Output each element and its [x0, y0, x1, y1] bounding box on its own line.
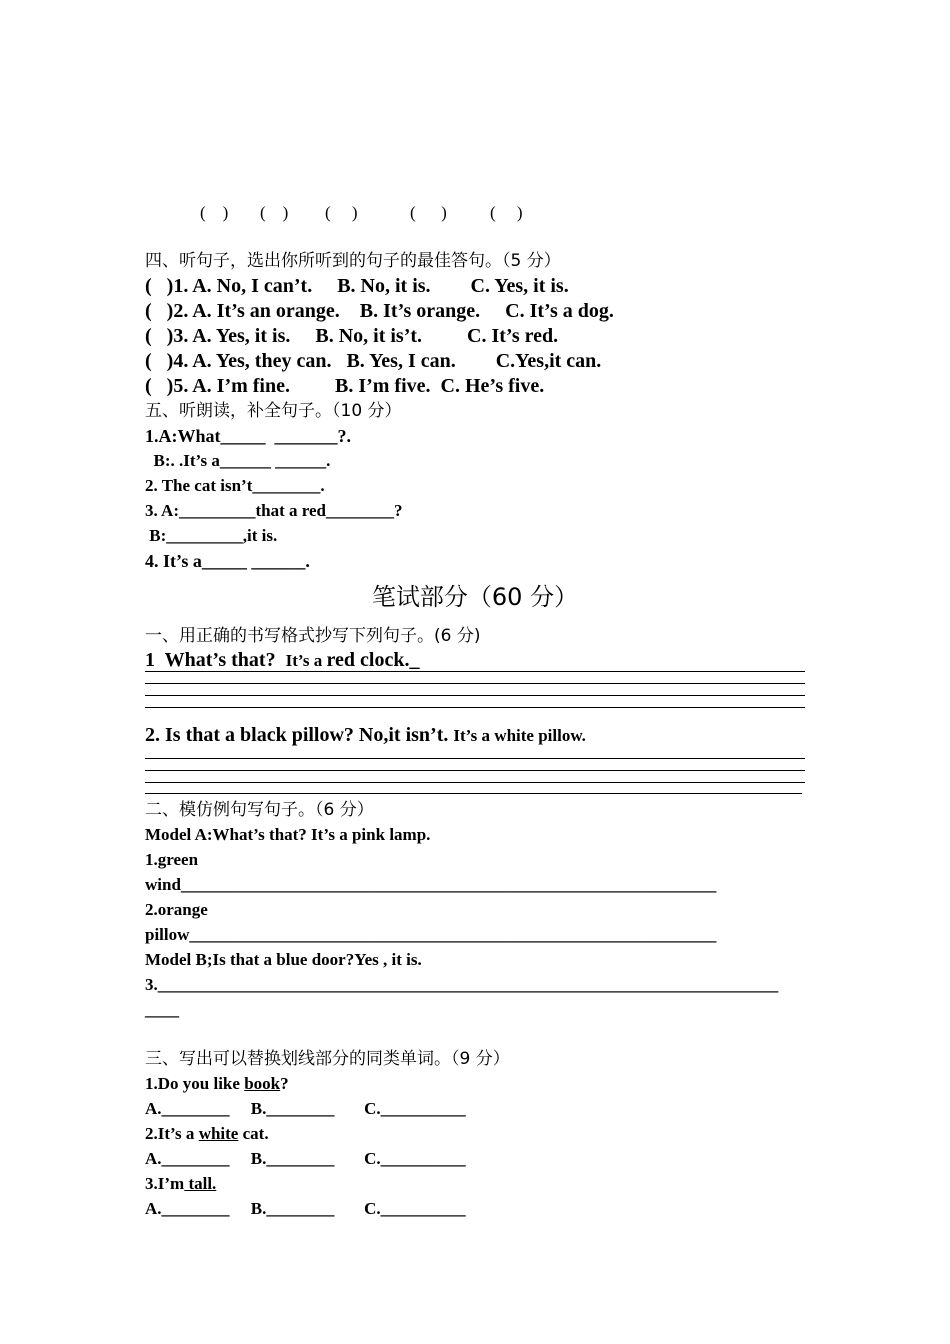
w2-item-1-answer[interactable]: wind_______________________________________________________________ [145, 875, 717, 894]
writing-line[interactable] [145, 793, 802, 794]
w2-model-b: Model B;Is that a blue door?Yes , it is. [145, 950, 422, 969]
answer-bracket: ( ) [490, 203, 523, 222]
w2-item-2: 2.orange [145, 900, 208, 919]
s4-item-5: ( )5. A. I’m fine. B. I’m five. C. He’s five. [145, 375, 545, 397]
w3-q1-answers[interactable]: A.________ B.________ C.__________ [145, 1099, 466, 1118]
s4-item-3: ( )3. A. Yes, it is. B. No, it is’t. C. It’s red. [145, 325, 559, 347]
w3-q3-underlined: tall. [184, 1174, 217, 1193]
w3-question-1 [145, 1073, 289, 1095]
s4-item-1: ( )1. A. No, I can’t. B. No, it is. C. Yes, it is. [145, 275, 569, 297]
writing-line[interactable] [145, 707, 805, 708]
w1-sentence-2 [145, 724, 586, 747]
answer-bracket: ( ) [410, 203, 447, 222]
w3-q2-text: 2.It’s a [145, 1124, 199, 1143]
s5-item-1b: B:. .It’s a______ ______. [145, 451, 331, 470]
w1-sentence-1-small: It’s a [285, 651, 327, 670]
written-1-title: 一、用正确的书写格式抄写下列句子。(6 分) [145, 626, 481, 646]
w3-q1-underlined: book [244, 1074, 281, 1093]
w2-item-3-answer-cont[interactable]: ____ [145, 1000, 179, 1019]
w3-q3-answers[interactable]: A.________ B.________ C.__________ [145, 1199, 466, 1218]
s4-item-2: ( )2. A. It’s an orange. B. It’s orange. C. It’s a dog. [145, 300, 614, 322]
s5-item-3a: 3. A:_________that a red________? [145, 501, 403, 520]
writing-line[interactable] [145, 758, 805, 759]
section-5-title: 五、听朗读，补全句子。（10 分） [145, 401, 402, 421]
w3-question-2 [145, 1123, 269, 1145]
w3-q1-text: 1.Do you like [145, 1074, 245, 1093]
written-3-title: 三、写出可以替换划线部分的同类单词。（9 分） [145, 1049, 510, 1069]
writing-line[interactable] [145, 671, 805, 672]
written-part-title: 笔试部分（60 分） [371, 583, 579, 611]
writing-line[interactable] [145, 770, 805, 771]
s5-item-4: 4. It’s a_____ ______. [145, 551, 310, 571]
w1-sentence-1 [145, 649, 419, 672]
w2-item-2-answer[interactable]: pillow______________________________________________________________ [145, 925, 717, 944]
w1-sentence-2-main: 2. Is that a black pillow? No,it isn’t. [145, 724, 454, 746]
w1-sentence-1-end: red clock._ [326, 649, 420, 671]
w3-q2-underlined: white [198, 1124, 239, 1143]
written-2-title: 二、模仿例句写句子。（6 分） [145, 800, 374, 820]
writing-line[interactable] [145, 695, 805, 696]
w2-model-a: Model A:What’s that? It’s a pink lamp. [145, 825, 431, 844]
s5-item-3b: B:_________,it is. [145, 526, 278, 545]
w3-q2-end: cat. [238, 1124, 269, 1143]
w3-question-3 [145, 1173, 216, 1195]
w3-q3-text: 3.I’m [145, 1174, 185, 1193]
s5-item-1a: 1.A:What_____ _______?. [145, 426, 351, 446]
w3-q2-answers[interactable]: A.________ B.________ C.__________ [145, 1149, 466, 1168]
w3-q1-end: ? [280, 1074, 289, 1093]
w2-item-1: 1.green [145, 850, 199, 869]
w1-sentence-1-main: 1 What’s that? [145, 649, 286, 671]
answer-bracket: ( ) [325, 203, 358, 222]
answer-bracket: ( ) [260, 203, 289, 222]
s4-item-4: ( )4. A. Yes, they can. B. Yes, I can. C.Yes,it can. [145, 350, 602, 372]
s5-item-2: 2. The cat isn’t________. [145, 476, 325, 495]
section-4-title: 四、听句子，选出你所听到的句子的最佳答句。（5 分） [145, 251, 561, 271]
answer-bracket: ( ) [200, 203, 229, 222]
writing-line[interactable] [145, 782, 805, 783]
w2-item-3-answer[interactable]: 3._________________________________________________________________________ [145, 975, 779, 994]
writing-line[interactable] [145, 683, 805, 684]
w1-sentence-2-small: It’s a white pillow. [453, 726, 586, 745]
